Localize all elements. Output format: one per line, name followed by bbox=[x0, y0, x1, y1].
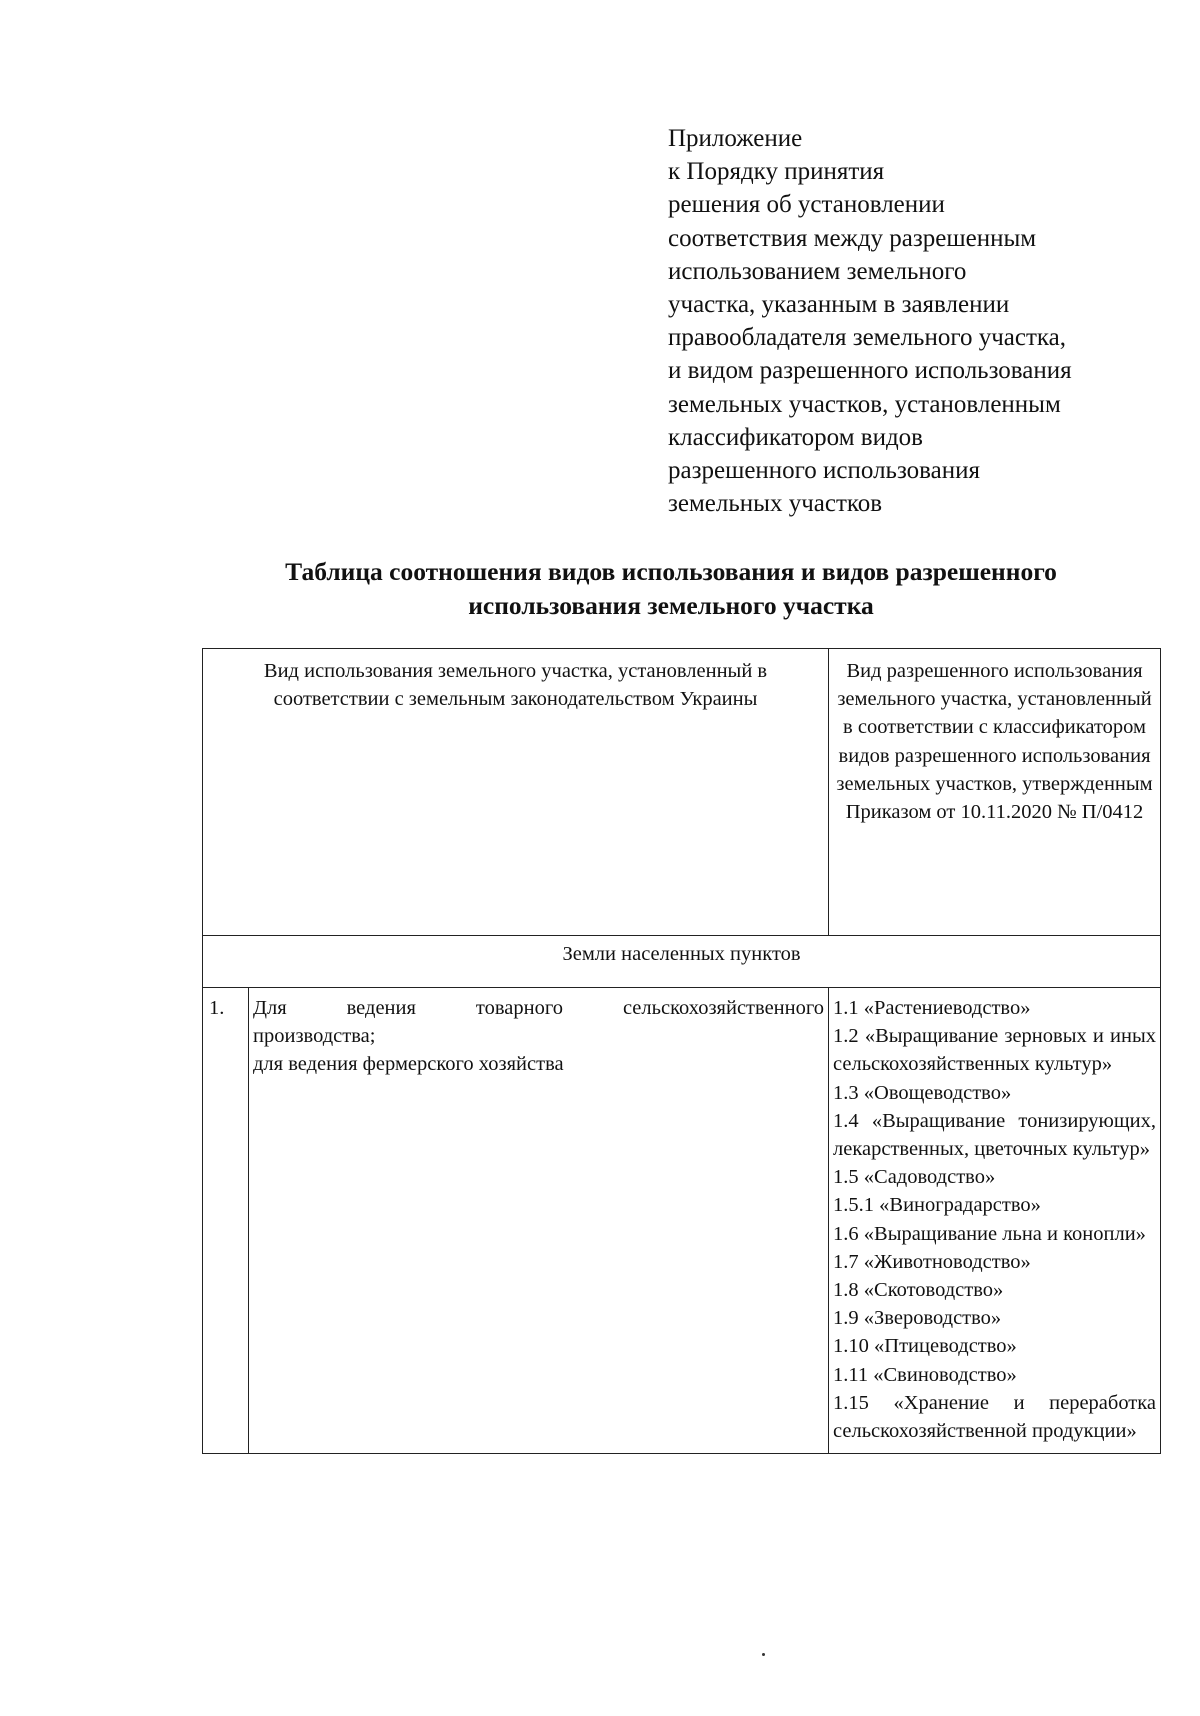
appendix-line: Приложение bbox=[668, 125, 803, 152]
classifier-item: 1.9 «Звероводство» bbox=[833, 1307, 1002, 1330]
appendix-line: разрешенного использования bbox=[668, 457, 981, 485]
classifier-item: 1.8 «Скотоводство» bbox=[833, 1279, 1004, 1302]
classifier-item: 1.4 «Выращивание тонизирующих, лекарственных, цветочных культур» bbox=[833, 1109, 1157, 1161]
classifier-item: 1.5 «Садоводство» bbox=[833, 1166, 996, 1189]
section-heading: Земли населенных пунктов bbox=[203, 936, 1161, 988]
document-title-line: использования земельного участка bbox=[468, 591, 874, 620]
appendix-block bbox=[668, 122, 1168, 520]
classifier-item: 1.5.1 «Виноградарство» bbox=[833, 1194, 1041, 1217]
appendix-line: к Порядку принятия bbox=[668, 158, 885, 186]
appendix-line: земельных участков, установленным bbox=[668, 390, 1061, 418]
appendix-line: правообладателя земельного участка, bbox=[668, 324, 1067, 352]
document-title bbox=[190, 555, 1152, 623]
appendix-line: и видом разрешенного использования bbox=[668, 357, 1072, 385]
header-left-cell: Вид использования земельного участка, установленный в соответствии с земельным законодательством Украины bbox=[203, 649, 829, 936]
land-use-line: Для ведения товарного сельскохозяйственного bbox=[253, 997, 825, 1019]
section-row bbox=[203, 936, 1161, 988]
land-use-cell bbox=[249, 988, 829, 1454]
land-use-line: для ведения фермерского хозяйства bbox=[253, 1053, 564, 1076]
classifier-item: 1.11 «Свиноводство» bbox=[833, 1363, 1017, 1386]
classifier-cell bbox=[829, 988, 1161, 1454]
scan-speck bbox=[762, 1653, 765, 1656]
document-title-line: Таблица соотношения видов использования и видов разрешенного bbox=[285, 557, 1057, 586]
appendix-line: использованием земельного bbox=[668, 257, 967, 285]
appendix-line: земельных участков bbox=[668, 490, 883, 518]
correspondence-table bbox=[202, 648, 1161, 1454]
table-row bbox=[203, 988, 1161, 1454]
classifier-item: 1.6 «Выращивание льна и конопли» bbox=[833, 1222, 1146, 1245]
classifier-item: 1.2 «Выращивание зерновых и иных сельскохозяйственных культур» bbox=[833, 1025, 1157, 1076]
appendix-line: участка, указанным в заявлении bbox=[668, 291, 1010, 319]
row-number: 1. bbox=[203, 988, 249, 1454]
classifier-item: 1.10 «Птицеводство» bbox=[833, 1335, 1017, 1358]
classifier-item: 1.7 «Животноводство» bbox=[833, 1250, 1031, 1273]
classifier-item: 1.15 «Хранение и переработка сельскохозяйственной продукции» bbox=[833, 1391, 1157, 1443]
table-header-row bbox=[203, 649, 1161, 936]
classifier-item: 1.3 «Овощеводство» bbox=[833, 1081, 1012, 1104]
header-right-cell: Вид разрешенного использования земельного участка, установленный в соответствии с классификатором видов разрешенного использования земельных участков, утвержденным Приказом от 10.11.2020 № П/0412 bbox=[829, 649, 1161, 936]
land-use-line: производства; bbox=[253, 1025, 376, 1048]
appendix-line: решения об установлении bbox=[668, 191, 945, 219]
appendix-line: соответствия между разрешенным bbox=[668, 224, 1037, 252]
classifier-item: 1.1 «Растениеводство» bbox=[833, 997, 1031, 1019]
appendix-line: классификатором видов bbox=[668, 423, 923, 451]
